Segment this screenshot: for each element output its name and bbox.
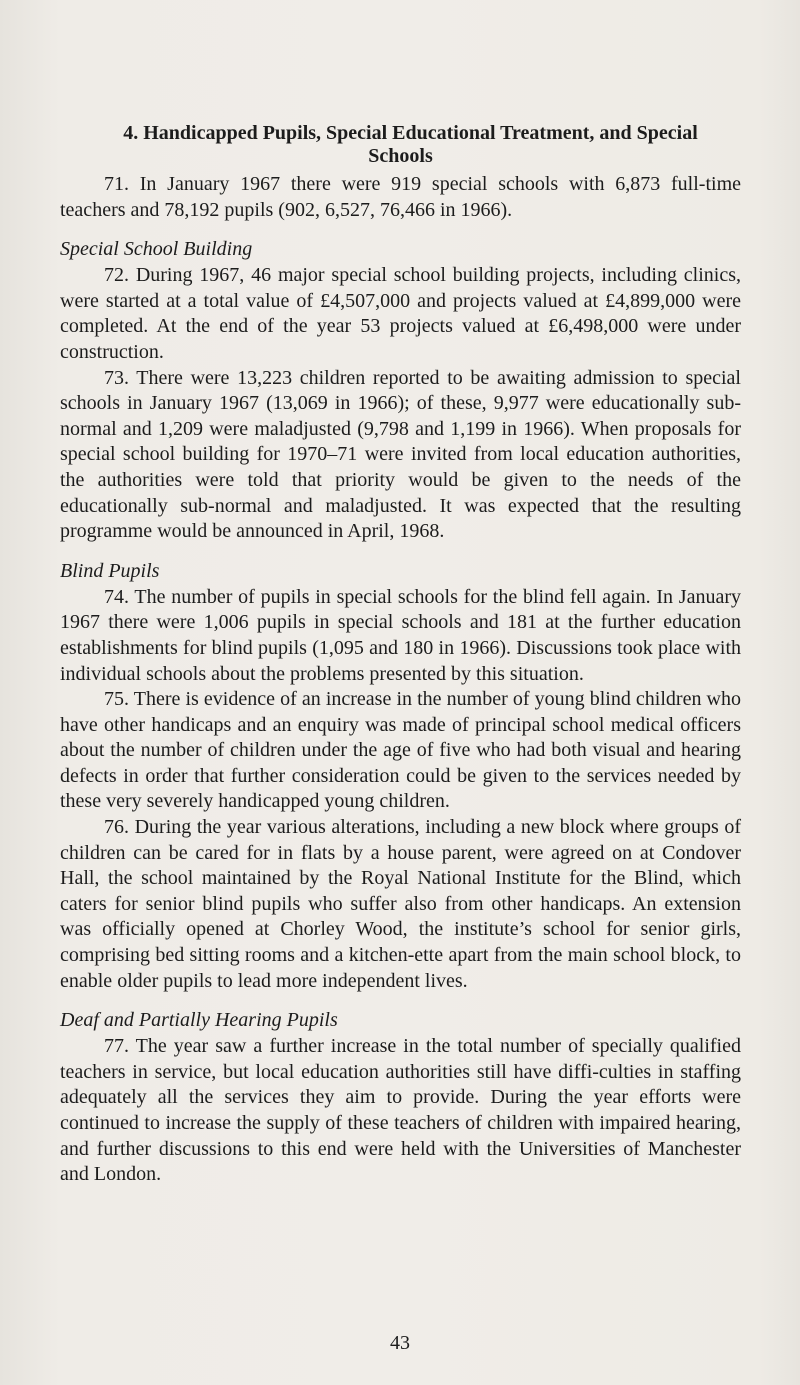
page-content	[60, 122, 741, 1188]
paragraph-75: 75. There is evidence of an increase in the number of young blind children who have other handicaps and an enquiry was made of principal school medical officers about the number of children under the age of five who had both visual and hearing defects in order that further consideration could be given to the services needed by these very severely handicapped young children.	[60, 688, 741, 813]
subheading-blind-pupils: Blind Pupils	[60, 559, 160, 582]
subheading-deaf-pupils: Deaf and Partially Hearing Pupils	[60, 1009, 338, 1032]
paragraph-74: 74. The number of pupils in special schools for the blind fell again. In January 1967 there were 1,006 pupils in special schools and 181 at the further education establishments for blind pupils (1,095 and 180 in 1966). Discussions took place with individual schools about the problems presented by this situation.	[60, 585, 741, 685]
paragraph-76: 76. During the year various alterations, including a new block where groups of children can be cared for in flats by a house parent, were agreed on at Condover Hall, the school maintained by the Royal National Institute for the Blind, which caters for senior blind pupils who suffer also from other handicaps. An extension was officially opened at Chorley Wood, the institute’s school for senior girls, comprising bed sitting rooms and a kitchen-ette apart from the main school block, to enable older pupils to lead more independent lives.	[60, 816, 741, 992]
section-heading-line-1: 4. Handicapped Pupils, Special Educational Treatment, and Special	[123, 122, 698, 144]
page-number: 43	[390, 1332, 410, 1354]
paragraph-71: 71. In January 1967 there were 919 special schools with 6,873 full-time teachers and 78,192 pupils (902, 6,527, 76,466 in 1966).	[60, 173, 741, 221]
paragraph-77: 77. The year saw a further increase in the total number of specially qualified teachers in service, but local education authorities still have diffi-culties in staffing adequately all the services they aim to provide. During the year efforts were continued to increase the supply of these teachers of children with impaired hearing, and further discussions to this end were held with the Universities of Manchester and London.	[60, 1035, 741, 1186]
subheading-special-school-building: Special School Building	[60, 238, 253, 261]
paragraph-73: 73. There were 13,223 children reported to be awaiting admission to special schools in January 1967 (13,069 in 1966); of these, 9,977 were educationally sub-normal and 1,209 were maladjusted (9,798 and 1,199 in 1966). When proposals for special school building for 1970–71 were invited from local education authorities, the authorities were told that priority would be given to the needs of the educationally sub-normal and maladjusted. It was expected that the resulting programme would be announced in April, 1968.	[60, 366, 741, 543]
section-heading	[60, 122, 741, 168]
section-heading-line-2: Schools	[368, 145, 433, 167]
paragraph-72: 72. During 1967, 46 major special school building projects, including clinics, were started at a total value of £4,507,000 and projects valued at £4,899,000 were completed. At the end of the year 53 projects valued at £6,498,000 were under construction.	[60, 264, 741, 363]
